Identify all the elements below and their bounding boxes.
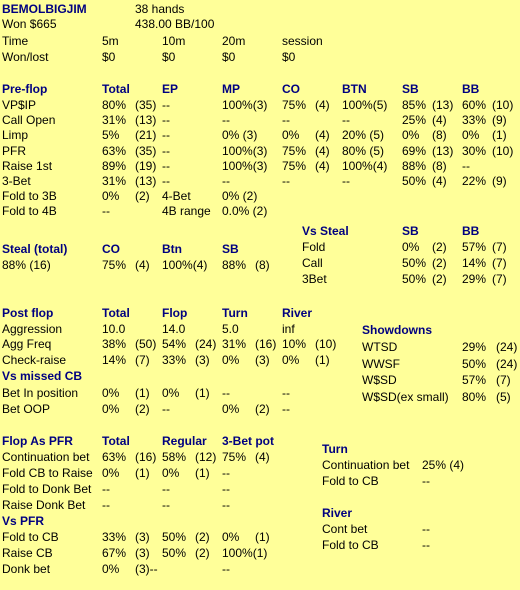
- preflop-cell: (4): [315, 158, 330, 173]
- preflop-cell: (10): [492, 98, 514, 112]
- flop-pfr-cell: --: [102, 482, 110, 496]
- showdowns-header: Showdowns: [362, 323, 432, 337]
- turn-value: 25% (4): [422, 458, 465, 472]
- preflop-cell: 4B range: [162, 204, 211, 219]
- postflop-cell: 54%: [162, 337, 187, 352]
- postflop-cell: inf: [282, 322, 295, 336]
- preflop-cell: --: [162, 98, 170, 112]
- preflop-cell: 25%: [402, 113, 427, 128]
- postflop-header-0: Post flop: [2, 306, 54, 320]
- missed-cb-cell: --: [282, 402, 290, 416]
- postflop-cell: 10%: [282, 337, 307, 352]
- vs-steal-cell: 50%: [402, 272, 427, 286]
- showdown-label: WWSF: [362, 356, 400, 371]
- postflop-cell: Agg Freq: [2, 337, 52, 352]
- preflop-cell: (13): [432, 98, 454, 112]
- postflop-cell: (24): [195, 337, 217, 352]
- vs-pfr-cell: 0%: [102, 562, 120, 576]
- postflop-cell: 0%: [282, 352, 300, 367]
- hand-count: 38 hands: [135, 2, 185, 16]
- vs-steal-bb-header: BB: [462, 224, 480, 238]
- steal-cell: (8): [255, 258, 270, 272]
- flop-pfr-cell: 63%: [102, 450, 127, 464]
- vs-steal-sb-header: SB: [402, 224, 419, 238]
- flop-pfr-cell: (16): [135, 450, 157, 464]
- postflop-header-4: River: [282, 306, 313, 320]
- vs-steal-cell: 50%: [402, 256, 427, 270]
- preflop-cell: (9): [492, 113, 507, 128]
- showdown-count: (24): [496, 340, 518, 354]
- preflop-cell: --: [342, 113, 350, 128]
- preflop-cell: 20% (5): [342, 128, 385, 143]
- won-lost-label: Won/lost: [2, 50, 49, 64]
- preflop-cell: 0.0% (2): [222, 204, 268, 219]
- preflop-header-0: Pre-flop: [2, 82, 48, 96]
- preflop-header-4: CO: [282, 82, 300, 96]
- flop-pfr-cell: --: [222, 466, 230, 480]
- postflop-header-2: Flop: [162, 306, 188, 320]
- postflop-cell: 38%: [102, 337, 127, 352]
- preflop-cell: (35): [135, 143, 157, 158]
- preflop-header-6: SB: [402, 82, 419, 96]
- showdown-value: 57%: [462, 373, 487, 387]
- preflop-header-1: Total: [102, 82, 130, 96]
- flop-pfr-header-3: 3-Bet pot: [222, 434, 274, 448]
- preflop-cell: 60%: [462, 98, 487, 112]
- vs-pfr-cell: Raise CB: [2, 546, 53, 560]
- vs-steal-cell: Call: [302, 256, 323, 270]
- preflop-cell: 0%: [462, 128, 480, 143]
- preflop-cell: --: [162, 174, 170, 188]
- showdown-label: WTSD: [362, 340, 398, 354]
- vs-pfr-header: Vs PFR: [2, 514, 45, 528]
- flop-pfr-cell: 0%: [162, 466, 180, 480]
- flop-pfr-cell: --: [102, 498, 110, 512]
- postflop-cell: (3): [195, 352, 210, 367]
- preflop-cell: 80% (5): [342, 143, 385, 158]
- preflop-cell: (8): [432, 128, 447, 143]
- steal-cell: 100%(4): [162, 258, 208, 272]
- flop-pfr-cell: Fold CB to Raise: [2, 466, 93, 480]
- preflop-cell: (4): [315, 98, 330, 112]
- preflop-cell: 100%(4): [342, 158, 388, 173]
- vs-steal-cell: 3Bet: [302, 272, 327, 286]
- preflop-cell: 31%: [102, 174, 127, 188]
- preflop-cell: 0%: [282, 128, 300, 143]
- flop-pfr-cell: --: [222, 482, 230, 496]
- flop-pfr-header-0: Flop As PFR: [2, 434, 73, 448]
- flop-pfr-cell: (4): [255, 450, 270, 464]
- vs-pfr-cell: (2): [195, 546, 210, 560]
- vs-pfr-cell: 50%: [162, 546, 187, 560]
- player-name: BEMOLBIGJIM: [2, 2, 87, 16]
- preflop-cell: (13): [135, 113, 157, 128]
- preflop-cell: --: [282, 113, 290, 128]
- preflop-cell: 3-Bet: [2, 174, 31, 188]
- preflop-cell: 30%: [462, 143, 487, 158]
- showdown-label: W$SD: [362, 373, 397, 387]
- flop-pfr-cell: 0%: [102, 466, 120, 480]
- postflop-cell: 0%: [222, 352, 240, 367]
- postflop-cell: 33%: [162, 352, 187, 367]
- missed-cb-cell: Bet In position: [2, 386, 79, 400]
- preflop-header-2: EP: [162, 82, 179, 96]
- postflop-cell: (10): [315, 337, 337, 352]
- vs-pfr-cell: Fold to CB: [2, 530, 59, 544]
- preflop-cell: --: [342, 174, 350, 188]
- preflop-cell: (4): [315, 143, 330, 158]
- postflop-header-1: Total: [102, 306, 130, 320]
- preflop-header-7: BB: [462, 82, 480, 96]
- preflop-cell: 63%: [102, 143, 127, 158]
- preflop-cell: 31%: [102, 113, 127, 128]
- showdown-value: 50%: [462, 356, 487, 371]
- preflop-cell: 100%(3): [222, 158, 268, 173]
- preflop-cell: 0% (3): [222, 128, 258, 143]
- preflop-cell: 100%(3): [222, 143, 268, 158]
- steal-header-0: Steal (total): [2, 242, 68, 256]
- missed-cb-cell: (1): [195, 386, 210, 400]
- vs-missed-cb-header: Vs missed CB: [2, 369, 83, 383]
- time-value-2: $0: [222, 50, 236, 64]
- steal-cell: 88% (16): [2, 258, 51, 272]
- preflop-cell: 85%: [402, 98, 427, 112]
- preflop-cell: --: [462, 158, 470, 173]
- flop-pfr-cell: Continuation bet: [2, 450, 90, 464]
- preflop-cell: 100%(5): [342, 98, 388, 112]
- time-value-3: $0: [282, 50, 296, 64]
- preflop-cell: 0%: [102, 189, 120, 204]
- preflop-cell: (13): [135, 174, 157, 188]
- time-header-0: 5m: [102, 34, 119, 48]
- vs-pfr-cell: --: [222, 562, 230, 576]
- steal-header-2: Btn: [162, 242, 182, 256]
- vs-pfr-cell: 67%: [102, 546, 127, 560]
- missed-cb-cell: --: [222, 386, 230, 400]
- showdown-count: (5): [496, 389, 511, 404]
- turn-label: Fold to CB: [322, 474, 379, 488]
- turn-label: Continuation bet: [322, 458, 410, 472]
- preflop-cell: (21): [135, 128, 157, 143]
- flop-pfr-cell: 58%: [162, 450, 187, 464]
- postflop-cell: 14%: [102, 352, 127, 367]
- river-value: --: [422, 522, 430, 536]
- vs-steal-cell: (2): [432, 256, 447, 270]
- missed-cb-cell: 0%: [102, 386, 120, 400]
- vs-pfr-cell: 100%(1): [222, 546, 268, 560]
- preflop-cell: --: [282, 174, 290, 188]
- preflop-cell: (2): [135, 189, 150, 204]
- river-label: Cont bet: [322, 522, 368, 536]
- vs-steal-cell: (2): [432, 272, 447, 286]
- preflop-cell: 5%: [102, 128, 120, 143]
- vs-pfr-cell: (3)--: [135, 562, 158, 576]
- showdown-count: (24): [496, 356, 518, 371]
- preflop-cell: --: [162, 158, 170, 173]
- postflop-cell: 5.0: [222, 322, 239, 336]
- preflop-cell: 88%: [402, 158, 427, 173]
- missed-cb-cell: (2): [255, 402, 270, 416]
- flop-pfr-header-1: Total: [102, 434, 130, 448]
- missed-cb-cell: (1): [135, 386, 150, 400]
- preflop-cell: --: [222, 174, 230, 188]
- vs-steal-cell: 0%: [402, 240, 420, 254]
- time-header-3: session: [282, 34, 323, 48]
- vs-steal-cell: (2): [432, 240, 447, 254]
- preflop-cell: 80%: [102, 98, 127, 112]
- preflop-cell: (8): [432, 158, 447, 173]
- postflop-cell: 14.0: [162, 322, 186, 336]
- vs-pfr-cell: (1): [255, 530, 270, 544]
- showdown-label: W$SD(ex small): [362, 389, 449, 404]
- preflop-cell: --: [162, 128, 170, 143]
- preflop-cell: 75%: [282, 98, 307, 112]
- missed-cb-cell: 0%: [222, 402, 240, 416]
- vs-pfr-cell: 50%: [162, 530, 187, 544]
- preflop-cell: (1): [492, 128, 507, 143]
- missed-cb-cell: (2): [135, 402, 150, 416]
- steal-cell: 88%: [222, 258, 247, 272]
- preflop-cell: 75%: [282, 158, 307, 173]
- preflop-cell: Call Open: [2, 113, 56, 128]
- preflop-cell: (4): [315, 128, 330, 143]
- vs-pfr-cell: Donk bet: [2, 562, 51, 576]
- flop-pfr-header-2: Regular: [162, 434, 207, 448]
- vs-pfr-cell: (3): [135, 546, 150, 560]
- vs-steal-cell: (7): [492, 240, 507, 254]
- missed-cb-cell: --: [282, 386, 290, 400]
- preflop-cell: Fold to 3B: [2, 189, 57, 204]
- preflop-cell: (13): [432, 143, 454, 158]
- time-value-1: $0: [162, 50, 176, 64]
- showdown-count: (7): [496, 373, 511, 387]
- river-label: Fold to CB: [322, 538, 379, 552]
- preflop-cell: (4): [432, 113, 447, 128]
- preflop-cell: 22%: [462, 174, 487, 188]
- missed-cb-cell: 0%: [162, 386, 180, 400]
- flop-pfr-cell: (1): [135, 466, 150, 480]
- postflop-cell: (3): [255, 352, 270, 367]
- steal-cell: (4): [135, 258, 150, 272]
- preflop-cell: --: [162, 143, 170, 158]
- preflop-cell: --: [102, 204, 110, 219]
- steal-header-3: SB: [222, 242, 239, 256]
- preflop-cell: --: [162, 113, 170, 128]
- flop-pfr-cell: Fold to Donk Bet: [2, 482, 92, 496]
- preflop-cell: PFR: [2, 143, 26, 158]
- turn-header: Turn: [322, 442, 348, 456]
- preflop-cell: --: [222, 113, 230, 128]
- river-value: --: [422, 538, 430, 552]
- vs-steal-cell: (7): [492, 256, 507, 270]
- missed-cb-cell: Bet OOP: [2, 402, 51, 416]
- steal-header-1: CO: [102, 242, 120, 256]
- time-label: Time: [2, 34, 29, 48]
- preflop-cell: Raise 1st: [2, 158, 53, 173]
- vs-steal-cell: Fold: [302, 240, 326, 254]
- preflop-cell: 75%: [282, 143, 307, 158]
- preflop-header-5: BTN: [342, 82, 367, 96]
- flop-pfr-cell: --: [162, 482, 170, 496]
- postflop-cell: Aggression: [2, 322, 63, 336]
- preflop-cell: 0% (2): [222, 189, 258, 204]
- missed-cb-cell: --: [162, 402, 170, 416]
- preflop-cell: (35): [135, 98, 157, 112]
- preflop-cell: (10): [492, 143, 514, 158]
- vs-pfr-cell: (2): [195, 530, 210, 544]
- vs-pfr-cell: 0%: [222, 530, 240, 544]
- preflop-cell: 50%: [402, 174, 427, 188]
- steal-cell: 75%: [102, 258, 127, 272]
- postflop-cell: (50): [135, 337, 157, 352]
- preflop-cell: 0%: [402, 128, 420, 143]
- vs-pfr-cell: (3): [135, 530, 150, 544]
- postflop-cell: 31%: [222, 337, 247, 352]
- bb-per-100: 438.00 BB/100: [135, 17, 215, 31]
- flop-pfr-cell: --: [162, 498, 170, 512]
- turn-value: --: [422, 474, 430, 488]
- vs-pfr-cell: 33%: [102, 530, 127, 544]
- postflop-cell: 10.0: [102, 322, 126, 336]
- flop-pfr-cell: (12): [195, 450, 217, 464]
- time-header-1: 10m: [162, 34, 186, 48]
- preflop-cell: 100%(3): [222, 98, 268, 112]
- postflop-cell: (7): [135, 352, 150, 367]
- preflop-header-3: MP: [222, 82, 240, 96]
- flop-pfr-cell: (1): [195, 466, 210, 480]
- preflop-cell: (19): [135, 158, 157, 173]
- preflop-cell: 69%: [402, 143, 427, 158]
- postflop-header-3: Turn: [222, 306, 248, 320]
- preflop-cell: Limp: [2, 128, 29, 143]
- time-value-0: $0: [102, 50, 116, 64]
- postflop-cell: Check-raise: [2, 352, 67, 367]
- river-header: River: [322, 506, 353, 520]
- flop-pfr-cell: 75%: [222, 450, 247, 464]
- postflop-cell: (1): [315, 352, 330, 367]
- preflop-cell: VP$IP: [2, 98, 37, 112]
- preflop-cell: (4): [432, 174, 447, 188]
- vs-steal-cell: 29%: [462, 272, 487, 286]
- preflop-cell: 89%: [102, 158, 127, 173]
- preflop-cell: Fold to 4B: [2, 204, 57, 219]
- showdown-value: 80%: [462, 389, 487, 404]
- flop-pfr-cell: --: [222, 498, 230, 512]
- vs-steal-cell: 57%: [462, 240, 487, 254]
- showdown-value: 29%: [462, 340, 487, 354]
- preflop-cell: 4-Bet: [162, 189, 191, 204]
- won-amount: Won $665: [2, 17, 57, 31]
- preflop-cell: 33%: [462, 113, 487, 128]
- vs-steal-cell: 14%: [462, 256, 487, 270]
- flop-pfr-cell: Raise Donk Bet: [2, 498, 86, 512]
- vs-steal-cell: (7): [492, 272, 507, 286]
- vs-steal-header: Vs Steal: [302, 224, 349, 238]
- missed-cb-cell: 0%: [102, 402, 120, 416]
- preflop-cell: (9): [492, 174, 507, 188]
- time-header-2: 20m: [222, 34, 246, 48]
- postflop-cell: (16): [255, 337, 277, 352]
